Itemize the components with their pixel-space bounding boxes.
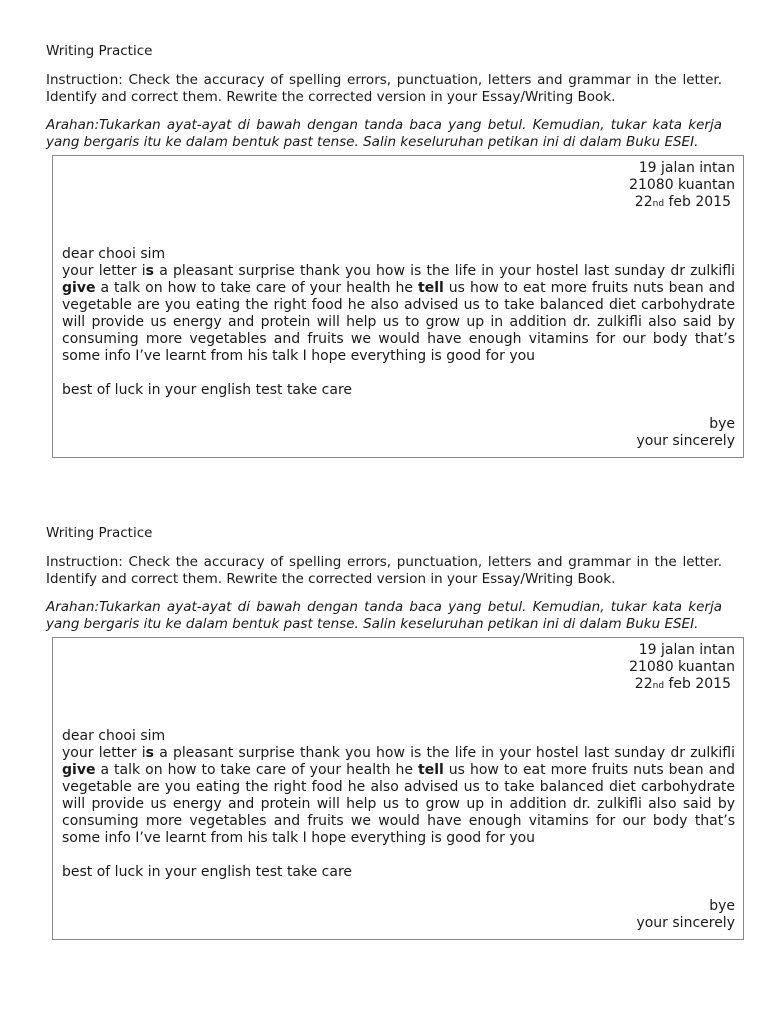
address-line-2: 21080 kuantan [629, 177, 735, 193]
letter-closing: best of luck in your english test take care [62, 864, 353, 880]
letter-body [62, 263, 735, 365]
sender-address [62, 160, 735, 213]
date-suffix: nd [652, 681, 665, 691]
date-rest: feb 2015 [664, 676, 731, 692]
arahan-text: Arahan:Tukarkan ayat-ayat di bawah dengan tanda baca yang betul. Kemudian, tukar kata kerja yang bergaris itu ke dalam bentuk past tense. Salin keseluruhan petikan ini di dalam Buku ESEI. [46, 599, 722, 632]
bold-word: give [62, 762, 96, 778]
body-text-part: a talk on how to take care of your health he [95, 762, 418, 778]
bold-word: give [62, 280, 96, 296]
date-rest: feb 2015 [664, 194, 731, 210]
letter-box [52, 155, 744, 458]
signature-text: your sincerely [636, 433, 735, 449]
bye-text: bye [709, 898, 735, 914]
body-text-part: your letter i [62, 263, 146, 279]
body-text-part: us how to eat more fruits nuts bean and vegetable are you eating the right food he also advised us to take balanced diet carbohydrate will provide us energy and protein will help us to grow up in addition dr. zulkifli also said by consuming more vegetables and fruits we would have enough vitamins for our body that’s some info I’ve learnt from his talk I hope everything is good for you [62, 280, 735, 364]
body-text-part: a talk on how to take care of your health he [95, 280, 418, 296]
letter-date [62, 194, 735, 213]
address-line-1: 19 jalan intan [638, 642, 735, 658]
instruction-text: Instruction: Check the accuracy of spelling errors, punctuation, letters and grammar in the letter. Identify and correct them. Rewrite the corrected version in your Essay/Writing Book. [46, 554, 722, 587]
practice-title: Writing Practice [46, 43, 153, 59]
bold-word: tell [418, 762, 444, 778]
bold-word: s [145, 745, 154, 761]
date-day: 22 [634, 676, 653, 692]
practice-section-2 [46, 525, 735, 940]
sender-address [62, 642, 735, 695]
letter-greeting: dear chooi sim [62, 246, 166, 262]
practice-title: Writing Practice [46, 525, 153, 541]
letter-closing: best of luck in your english test take care [62, 382, 353, 398]
signature-text: your sincerely [636, 915, 735, 931]
address-line-2: 21080 kuantan [629, 659, 735, 675]
bold-word: tell [418, 280, 444, 296]
body-text-part: us how to eat more fruits nuts bean and vegetable are you eating the right food he also advised us to take balanced diet carbohydrate will provide us energy and protein will help us to grow up in addition dr. zulkifli also said by consuming more vegetables and fruits we would have enough vitamins for our body that’s some info I’ve learnt from his talk I hope everything is good for you [62, 762, 735, 846]
bye-text: bye [709, 416, 735, 432]
body-text-part: a pleasant surprise thank you how is the life in your hostel last sunday dr zulkifli [154, 745, 735, 761]
practice-section-1 [46, 43, 735, 458]
address-line-1: 19 jalan intan [638, 160, 735, 176]
instruction-text: Instruction: Check the accuracy of spelling errors, punctuation, letters and grammar in the letter. Identify and correct them. Rewrite the corrected version in your Essay/Writing Book. [46, 72, 722, 105]
date-suffix: nd [652, 199, 665, 209]
letter-date [62, 676, 735, 695]
letter-signoff [62, 416, 735, 450]
arahan-text: Arahan:Tukarkan ayat-ayat di bawah dengan tanda baca yang betul. Kemudian, tukar kata kerja yang bergaris itu ke dalam bentuk past tense. Salin keseluruhan petikan ini di dalam Buku ESEI. [46, 117, 722, 150]
body-text-part: a pleasant surprise thank you how is the life in your hostel last sunday dr zulkifli [154, 263, 735, 279]
letter-body [62, 745, 735, 847]
letter-greeting: dear chooi sim [62, 728, 166, 744]
letter-box [52, 637, 744, 940]
date-day: 22 [634, 194, 653, 210]
body-text-part: your letter i [62, 745, 146, 761]
letter-signoff [62, 898, 735, 932]
bold-word: s [145, 263, 154, 279]
